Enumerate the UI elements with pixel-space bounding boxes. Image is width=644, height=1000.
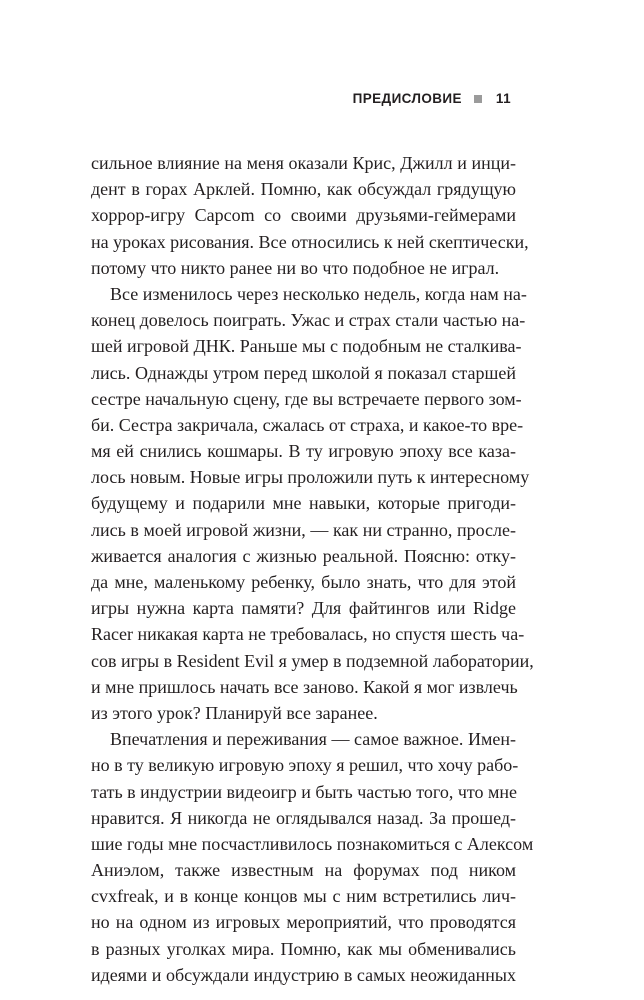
paragraph-first-line: Впечатления и переживания — самое важное. Имен- [110,729,516,750]
text-line: дент в горах Арклей. Помню, как обсуждал грядущую [91,179,516,200]
section-title: ПРЕДИСЛОВИЕ [352,91,462,106]
text-line: потому что никто ранее ни во что подобное не играл. [91,257,500,278]
text-line: но в ту великую игровую эпоху я решил, что хочу рабо- [91,755,519,776]
text-line: Аниэлом, также известным на форумах под ником [91,860,516,881]
text-line: на уроках рисования. Все относились к ней скептически, [91,231,529,252]
text-line: игры нужна карта памяти? Для файтингов или Ridge [91,598,516,619]
text-line: живается аналогия с жизнью реальной. Поясню: отку- [91,545,516,566]
text-line: конец довелось поиграть. Ужас и страх стали частью на- [91,310,526,331]
running-header [353,91,511,106]
text-line: мя ей снились кошмары. В ту игровую эпоху все каза- [91,441,516,462]
text-line: тать в индустрии видеоигр и быть частью того, что мне [91,781,518,802]
text-line: в разных уголках мира. Помню, как мы обменивались [91,938,516,959]
text-line: из этого урок? Планируй все заранее. [91,702,378,723]
paragraph-first-line: Все изменилось через несколько недель, когда нам на- [110,283,527,304]
text-line: да мне, маленькому ребенку, было знать, что для этой [91,572,516,592]
text-line: будущему и подарили мне навыки, которые пригоди- [91,493,516,514]
text-line: и мне пришлось начать все заново. Какой я мог извлечь [91,676,518,697]
text-line: Racer никакая карта не требовалась, но спустя шесть ча- [91,624,525,645]
text-line: сов игры в Resident Evil я умер в подземной лаборатории, [91,650,534,671]
text-line: шей игровой ДНК. Раньше мы с подобным не сталкива- [91,336,522,357]
text-line: лись в моей игровой жизни, — как ни странно, просле- [91,519,516,540]
text-line: сестре начальную сцену, где вы встречаете первого зом- [91,388,522,409]
text-line: сильное влияние на меня оказали Крис, Джилл и инци- [91,153,516,173]
header-square-separator [474,95,482,103]
text-line: би. Сестра закричала, сжалась от страха, и какое-то вре- [91,414,524,435]
text-line: шие годы мне посчастливилось познакомиться с Алексом [91,833,534,854]
page-number: 11 [495,91,511,106]
body-text [91,150,534,988]
text-line: нравится. Я никогда не оглядывался назад. За прошед- [91,807,516,828]
text-line: cvxfreak, и в конце концов мы с ним встретились лич- [91,886,516,907]
text-line: лись. Однажды утром перед школой я показал старшей [91,362,516,383]
text-line: идеями и обсуждали индустрию в самых неожиданных [91,964,516,985]
text-line: хоррор-игру Capcom со своими друзьями-геймерами [91,205,516,226]
text-line: но на одном из игровых мероприятий, что проводятся [91,912,516,933]
text-line: лось новым. Новые игры проложили путь к интересному [91,467,530,488]
